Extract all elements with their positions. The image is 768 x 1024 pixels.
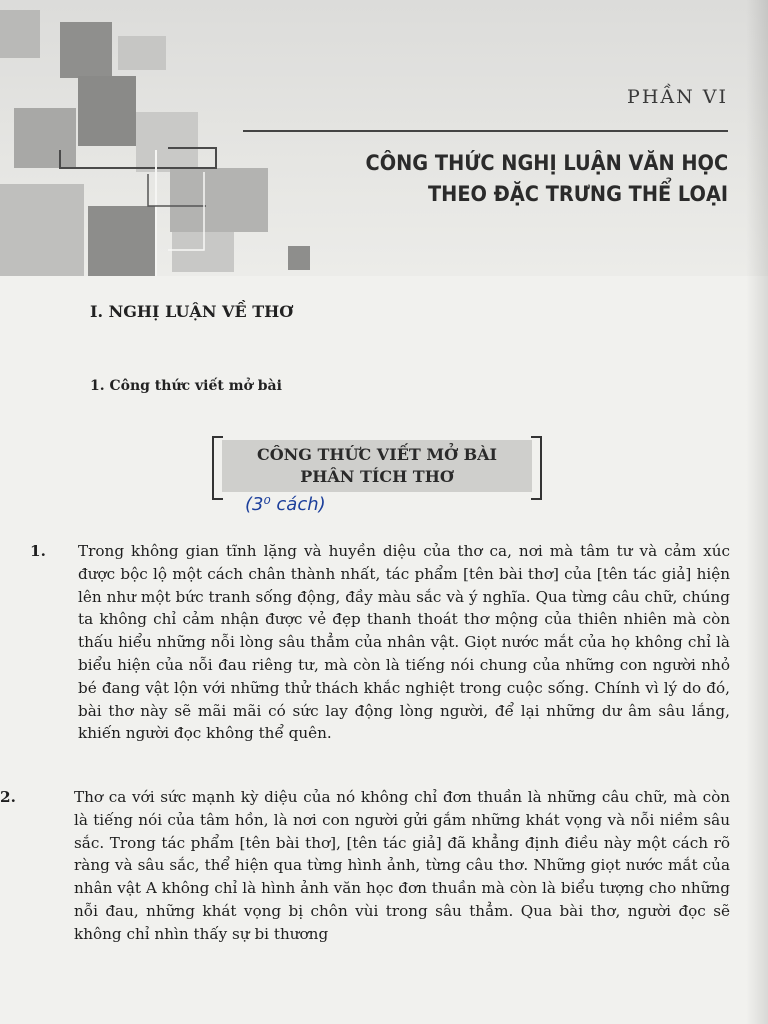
formula-box-label [222,440,532,492]
chapter-title [365,148,728,210]
decorative-squares [0,0,320,280]
list-item-number: 1. [30,542,46,560]
chapter-title-line-2: THEO ĐẶC TRƯNG THỂ LOẠI [427,182,728,206]
header-rule [243,130,728,132]
chapter-title-line-1: CÔNG THỨC NGHỊ LUẬN VĂN HỌC [365,151,728,175]
chapter-header [0,0,768,276]
right-bracket [531,436,542,500]
list-item-text: Trong không gian tĩnh lặng và huyền diệu của thơ ca, nơi mà tâm tư và cảm xúc được bộc lộ một cách chân thành nhất, tác phẩm [tên bài thơ] của [tên tác giả] hiện lên như một bức tranh sống động, đầy màu sắc và ý nghĩa. Qua từng câu chữ, chúng ta không chỉ cảm nhận được vẻ đẹp thanh thoát thơ mộng của thiên nhiên mà còn thấu hiểu những nỗi lòng sâu thẳm của nhân vật. Giọt nước mắt của họ không chỉ là biểu hiện của nỗi đau riêng tư, mà còn là tiếng nói chung của những con người nhỏ bé đang vật lộn với những thử thách khắc nghiệt trong cuộc sống. Chính vì lý do đó, bài thơ này sẽ mãi mãi có sức lay động lòng người, để lại những dư âm sâu lắng, khiến người đọc không thể quên. [78,542,730,743]
formula-box [212,436,542,498]
list-item-text: Thơ ca với sức mạnh kỳ diệu của nó không chỉ đơn thuần là những câu chữ, mà còn là tiếng nói của tâm hồn, là nơi con người gửi gắm những khát vọng và nỗi niềm sâu sắc. Trong tác phẩm [tên bài thơ], [tên tác giả] đã khẳng định điều này một cách rõ ràng và sâu sắc, thể hiện qua từng hình ảnh, từng câu thơ. Những giọt nước mắt của nhân vật A không chỉ là hình ảnh văn học đơn thuần mà còn là biểu tượng cho những nỗi đau, những khát vọng bị chôn vùi trong sâu thẳm. Qua bài thơ, người đọc sẽ không chỉ nhìn thấy sự bi thương [74,788,730,943]
formula-box-line-1: CÔNG THỨC VIẾT MỞ BÀI [256,445,498,464]
subsection-heading: 1. Công thức viết mở bài [90,378,282,394]
handwritten-note: (3⁰ cách) [245,494,326,515]
list-item-number: 2. [0,788,16,806]
section-heading: I. NGHỊ LUẬN VỀ THƠ [90,302,294,321]
formula-box-line-2: PHÂN TÍCH THƠ [300,467,454,486]
part-label: PHẦN VI [627,86,728,108]
